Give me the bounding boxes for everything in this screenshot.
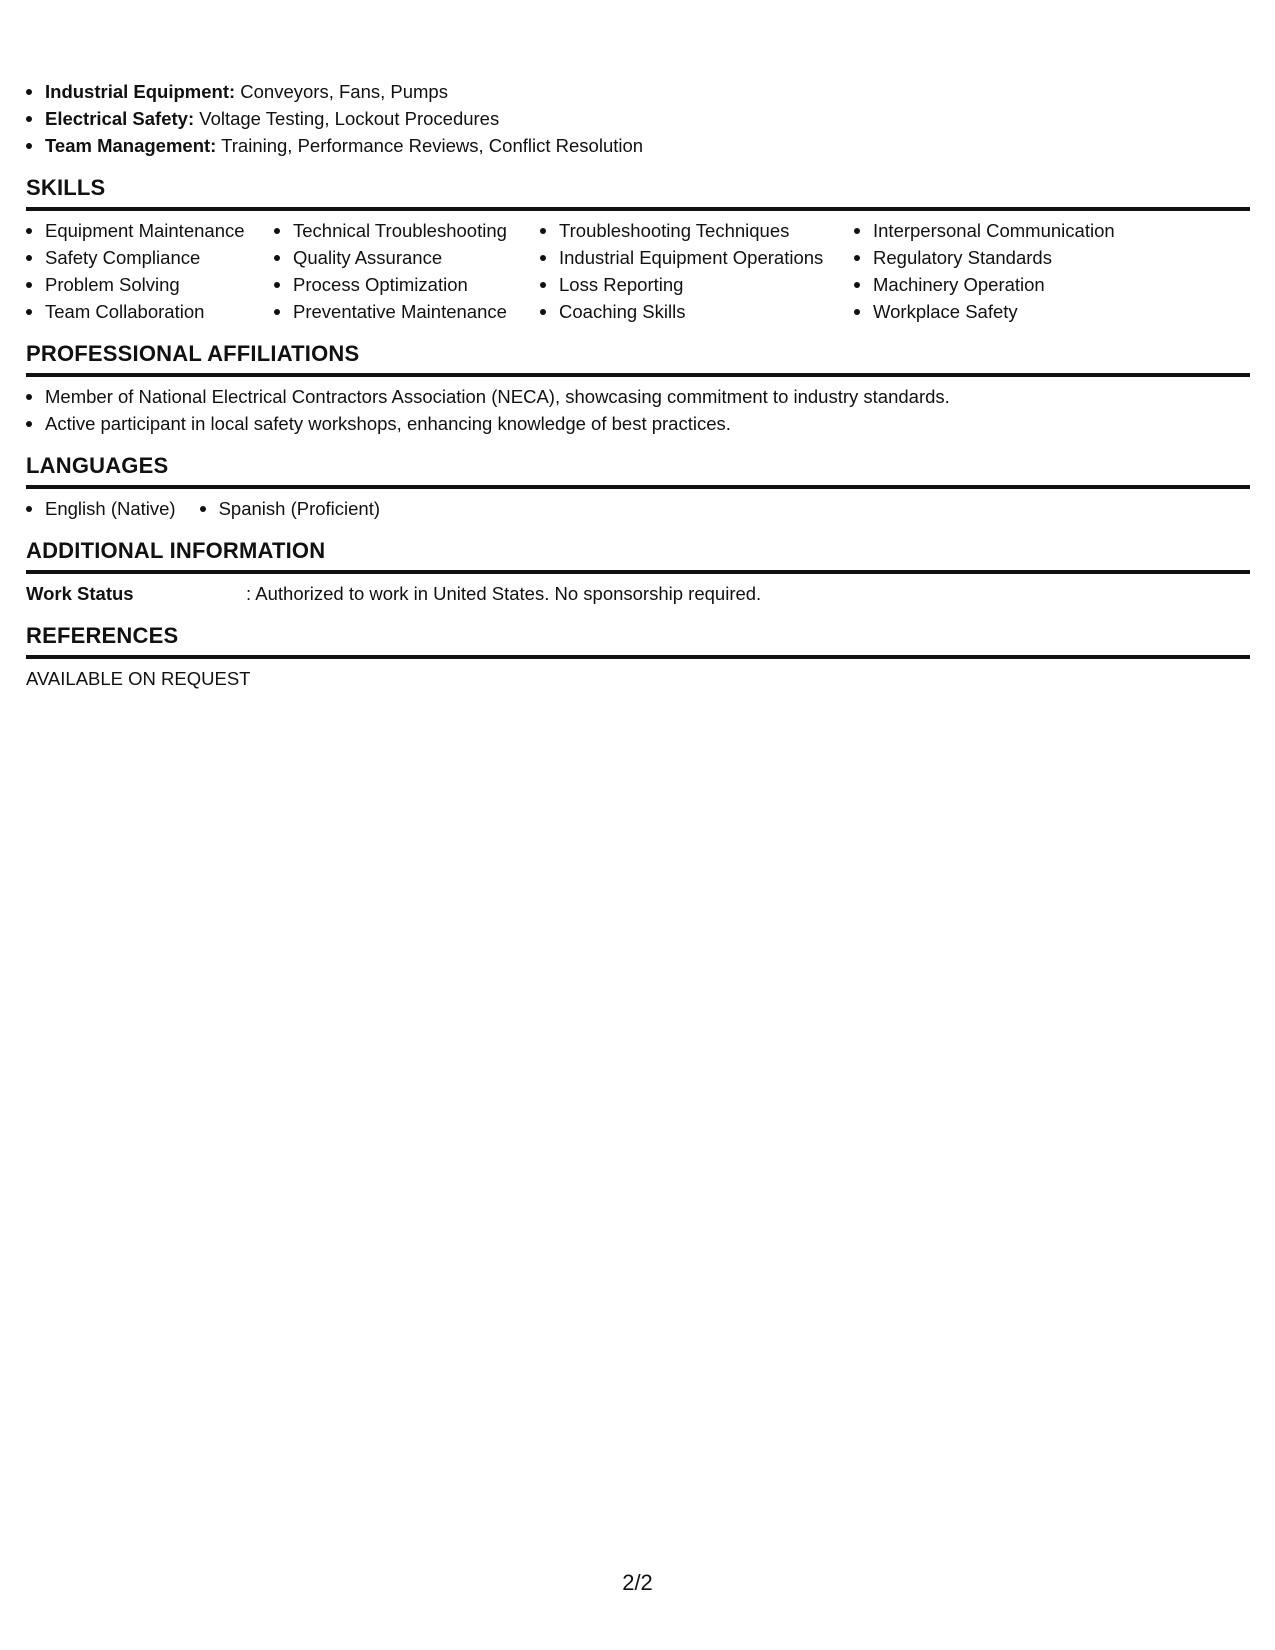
languages-list [26, 495, 1250, 522]
language-item: Spanish (Proficient) [200, 495, 380, 522]
work-status-value: : Authorized to work in United States. No sponsorship required. [246, 583, 762, 604]
expertise-label: Electrical Safety: [45, 108, 195, 129]
section-title-affiliations: PROFESSIONAL AFFILIATIONS [26, 341, 1250, 377]
section-title-skills: SKILLS [26, 175, 1250, 211]
skill-item: Process Optimization [274, 271, 540, 298]
expertise-value: Voltage Testing, Lockout Procedures [194, 108, 500, 129]
skill-item: Team Collaboration [26, 298, 274, 325]
skills-column [274, 217, 540, 325]
skills-grid [26, 217, 1250, 325]
expertise-value: Conveyors, Fans, Pumps [235, 81, 448, 102]
skill-item: Troubleshooting Techniques [540, 217, 854, 244]
skill-item: Equipment Maintenance [26, 217, 274, 244]
skill-item: Regulatory Standards [854, 244, 1154, 271]
list-item: Member of National Electrical Contractors Association (NECA), showcasing commitment to industry standards. [26, 383, 1250, 410]
section-title-references: REFERENCES [26, 623, 1250, 659]
list-item [26, 78, 1250, 105]
skill-item: Safety Compliance [26, 244, 274, 271]
expertise-label: Industrial Equipment: [45, 81, 236, 102]
skill-item: Technical Troubleshooting [274, 217, 540, 244]
language-item: English (Native) [26, 495, 176, 522]
references-text: AVAILABLE ON REQUEST [26, 668, 251, 689]
resume-page [26, 78, 1250, 692]
list-item [26, 132, 1250, 159]
skills-section [26, 175, 1250, 325]
skills-column [26, 217, 274, 325]
affiliations-list [26, 383, 1250, 437]
affiliations-section [26, 341, 1250, 437]
list-item: Active participant in local safety workshops, enhancing knowledge of best practices. [26, 410, 1250, 437]
additional-info-section [26, 538, 1250, 607]
work-status-row [26, 580, 1250, 607]
skill-item: Interpersonal Communication [854, 217, 1154, 244]
expertise-value: Training, Performance Reviews, Conflict Resolution [216, 135, 644, 156]
section-title-languages: LANGUAGES [26, 453, 1250, 489]
list-item [26, 105, 1250, 132]
skill-item: Workplace Safety [854, 298, 1154, 325]
page-number: 2/2 [622, 1570, 653, 1595]
skills-column [540, 217, 854, 325]
skills-column [854, 217, 1154, 325]
skill-item: Coaching Skills [540, 298, 854, 325]
skill-item: Industrial Equipment Operations [540, 244, 854, 271]
skill-item: Quality Assurance [274, 244, 540, 271]
expertise-list [26, 78, 1250, 159]
languages-section [26, 453, 1250, 522]
skill-item: Machinery Operation [854, 271, 1154, 298]
references-section [26, 623, 1250, 692]
skill-item: Preventative Maintenance [274, 298, 540, 325]
skill-item: Problem Solving [26, 271, 274, 298]
skill-item: Loss Reporting [540, 271, 854, 298]
expertise-label: Team Management: [45, 135, 217, 156]
section-title-additional-info: ADDITIONAL INFORMATION [26, 538, 1250, 574]
work-status-label: Work Status [26, 583, 134, 604]
